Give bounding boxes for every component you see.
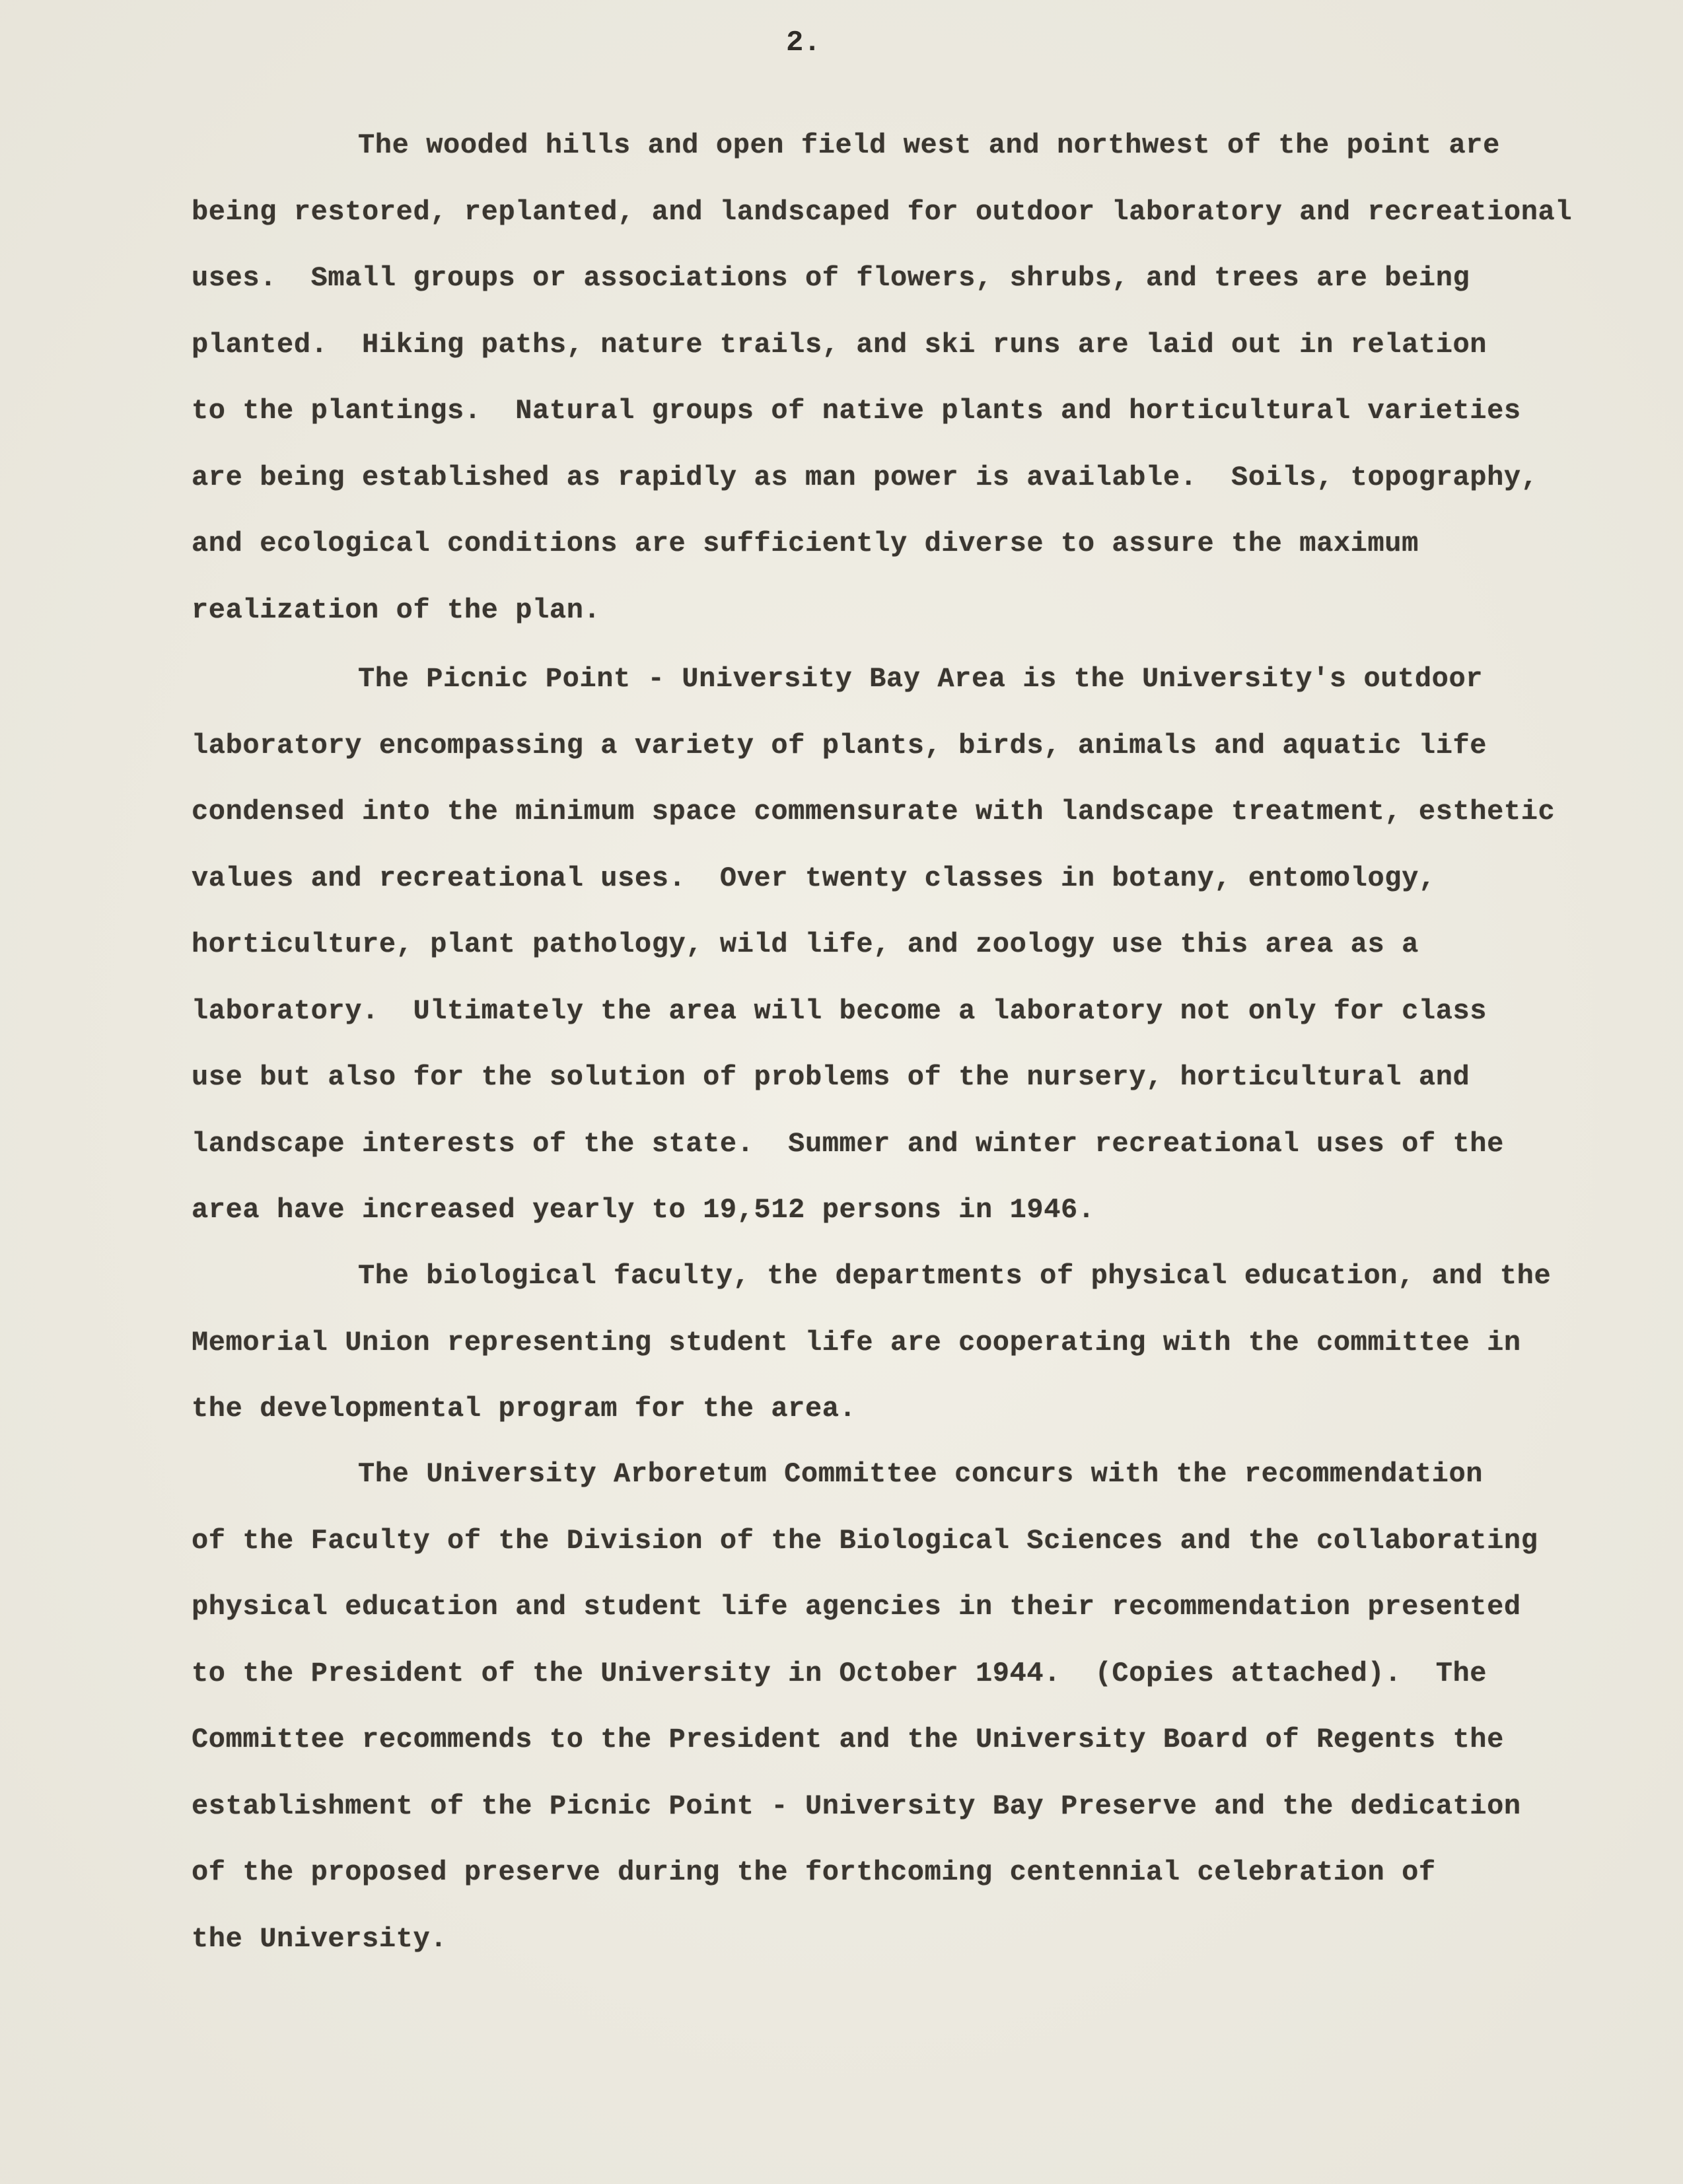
text-line: use but also for the solution of problems of the nursery, horticultural and — [192, 1061, 1470, 1093]
text-line: planted. Hiking paths, nature trails, and ski runs are laid out in relation — [192, 328, 1487, 361]
text-line: realization of the plan. — [192, 594, 601, 626]
text-line: uses. Small groups or associations of flowers, shrubs, and trees are being — [192, 262, 1470, 294]
text-line: Committee recommends to the President and the University Board of Regents the — [192, 1724, 1504, 1755]
text-line: condensed into the minimum space commensurate with landscape treatment, esthetic — [192, 796, 1556, 828]
text-line: area have increased yearly to 19,512 persons in 1946. — [192, 1194, 1095, 1226]
text-line: being restored, replanted, and landscaped for outdoor laboratory and recreational — [192, 195, 1573, 228]
text-line: The biological faculty, the departments of physical education, and the — [358, 1260, 1552, 1292]
text-line: The wooded hills and open field west and northwest of the point are — [358, 129, 1500, 161]
text-line: establishment of the Picnic Point - University Bay Preserve and the dedication — [192, 1790, 1521, 1822]
paragraph-outdoor-laboratory — [192, 646, 1556, 1244]
text-line: of the proposed preserve during the forthcoming centennial celebration of — [192, 1856, 1436, 1888]
text-line: The Picnic Point - University Bay Area is the University's outdoor — [358, 663, 1484, 695]
text-line: The University Arboretum Committee concurs with the recommendation — [358, 1458, 1484, 1490]
text-line: horticulture, plant pathology, wild life, and zoology use this area as a — [192, 929, 1419, 960]
text-line: laboratory. Ultimately the area will become a laboratory not only for class — [192, 995, 1487, 1027]
text-line: the University. — [192, 1922, 448, 1955]
text-line: of the Faculty of the Division of the Biological Sciences and the collaborating — [192, 1524, 1538, 1557]
text-line: landscape interests of the state. Summer and winter recreational uses of the — [192, 1127, 1504, 1160]
page-number: 2. — [786, 26, 821, 59]
text-line: to the plantings. Natural groups of native plants and horticultural varieties — [192, 395, 1521, 427]
paragraph-arboretum-committee — [192, 1441, 1546, 1972]
paragraph-biological-faculty — [192, 1243, 1552, 1442]
text-line: Memorial Union representing student life are cooperating with the committee in — [192, 1326, 1521, 1358]
text-line: the developmental program for the area. — [192, 1393, 857, 1425]
text-line: physical education and student life agencies in their recommendation presented — [192, 1591, 1521, 1623]
text-line: values and recreational uses. Over twenty classes in botany, entomology, — [192, 862, 1436, 894]
text-line: laboratory encompassing a variety of plants, birds, animals and aquatic life — [192, 729, 1487, 761]
paragraph-wooded-hills — [192, 112, 1573, 643]
text-line: and ecological conditions are sufficiently diverse to assure the maximum — [192, 528, 1419, 559]
text-line: are being established as rapidly as man power is available. Soils, topography, — [192, 461, 1538, 493]
text-line: to the President of the University in October 1944. (Copies attached). The — [192, 1657, 1487, 1689]
